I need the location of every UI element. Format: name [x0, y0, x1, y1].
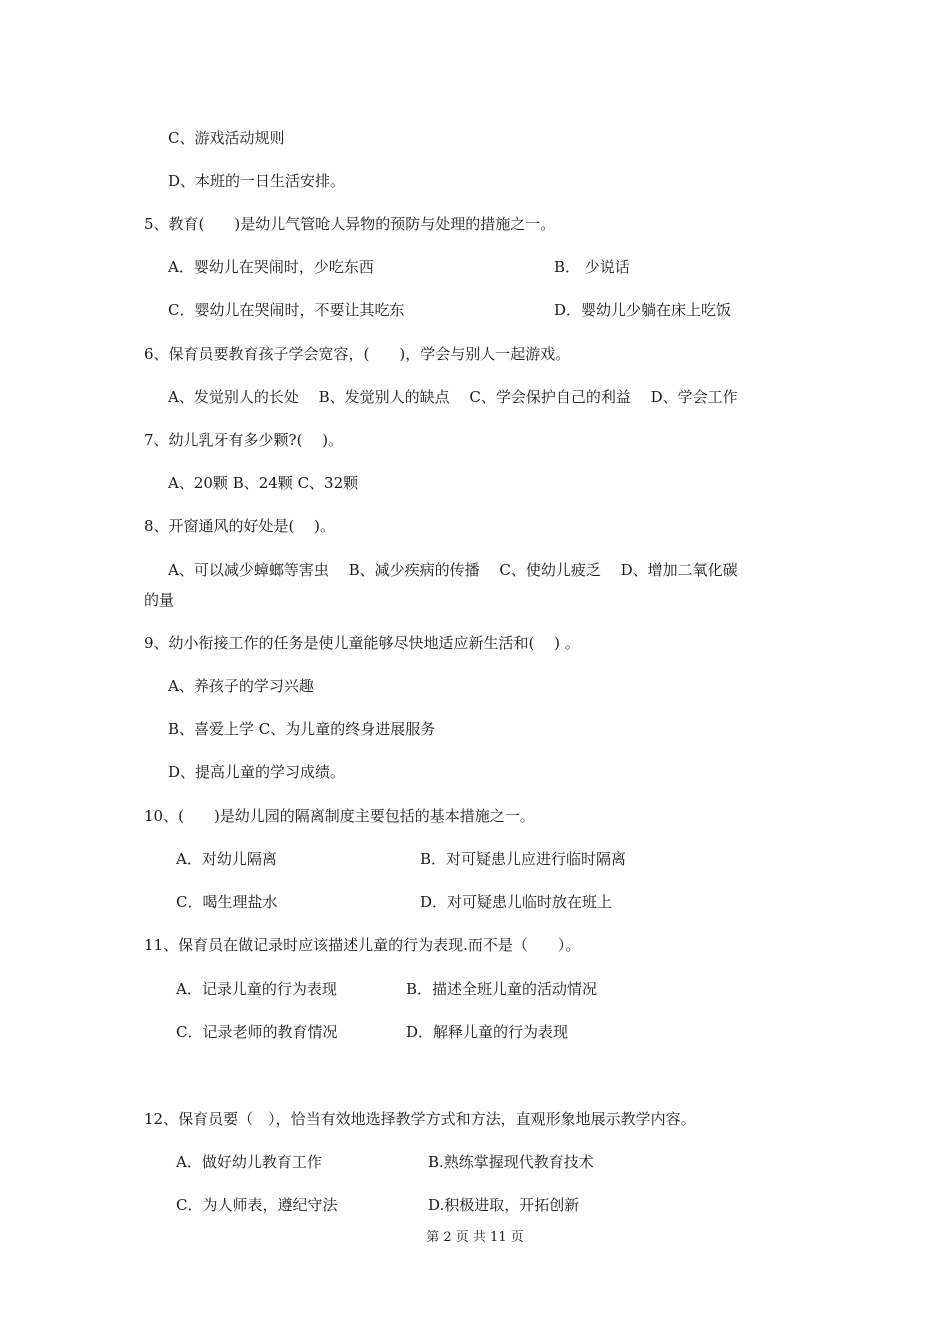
q12-option-b: B.熟练掌握现代教育技术	[428, 1153, 594, 1171]
page-number-footer: 第 2 页 共 11 页	[426, 1230, 524, 1245]
question-11: 11、保育员在做记录时应该描述儿童的行为表现.而不是（ ）。	[144, 936, 581, 954]
q8-options: A、可以减少蟑螂等害虫 B、减少疾病的传播 C、使幼儿疲乏 D、增加二氧化碳	[168, 561, 738, 579]
q12-option-d: D.积极进取，开拓创新	[428, 1196, 580, 1214]
q6-options: A、发觉别人的长处 B、发觉别人的缺点 C、学会保护自己的利益 D、学会工作	[168, 388, 738, 406]
option-c-game-rules: C、游戏活动规则	[168, 129, 285, 147]
q5-option-a: A．婴幼儿在哭闹时，少吃东西	[168, 258, 374, 276]
q7-options: A、20颗 B、24颗 C、32颗	[168, 474, 359, 492]
q11-option-a: A．记录儿童的行为表现	[176, 980, 337, 998]
q11-option-b: B．描述全班儿童的活动情况	[406, 980, 598, 998]
q8-options-continued: 的量	[144, 591, 175, 609]
question-12: 12、保育员要（ ），恰当有效地选择教学方式和方法，直观形象地展示教学内容。	[144, 1110, 696, 1128]
q11-option-d: D．解释儿童的行为表现	[406, 1023, 569, 1041]
q10-option-b: B．对可疑患儿应进行临时隔离	[420, 850, 627, 868]
q9-option-a: A、养孩子的学习兴趣	[168, 677, 314, 695]
q12-option-c: C．为人师表，遵纪守法	[176, 1196, 338, 1214]
q9-option-d: D、提高儿童的学习成绩。	[168, 763, 346, 781]
question-9: 9、幼小衔接工作的任务是使儿童能够尽快地适应新生活和( ) 。	[144, 634, 580, 652]
q5-option-c: C．婴幼儿在哭闹时，不要让其吃东	[168, 301, 405, 319]
q10-option-d: D．对可疑患儿临时放在班上	[420, 893, 613, 911]
question-7: 7、幼儿乳牙有多少颗?( )。	[144, 431, 344, 449]
q5-option-b: B． 少说话	[554, 258, 630, 276]
question-6: 6、保育员要教育孩子学会宽容，( )，学会与别人一起游戏。	[144, 345, 571, 363]
q10-option-a: A．对幼儿隔离	[176, 850, 277, 868]
q9-option-b-c: B、喜爱上学 C、为儿童的终身进展服务	[168, 720, 436, 738]
q12-option-a: A．做好幼儿教育工作	[176, 1153, 322, 1171]
question-8: 8、开窗通风的好处是( )。	[144, 517, 336, 535]
q11-option-c: C．记录老师的教育情况	[176, 1023, 338, 1041]
option-d-daily-schedule: D、本班的一日生活安排。	[168, 172, 346, 190]
question-5: 5、教育( )是幼儿气管呛人异物的预防与处理的措施之一。	[144, 215, 556, 233]
question-10: 10、( )是幼儿园的隔离制度主要包括的基本措施之一。	[144, 807, 535, 825]
q10-option-c: C．喝生理盐水	[176, 893, 278, 911]
q5-option-d: D．婴幼儿少躺在床上吃饭	[554, 301, 732, 319]
